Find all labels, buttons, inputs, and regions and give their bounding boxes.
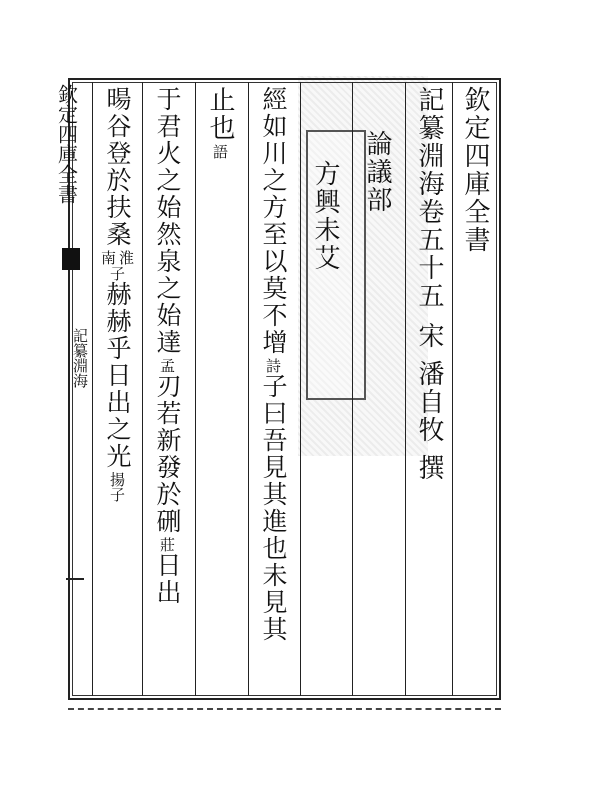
author-dynasty: 宋 xyxy=(414,322,444,350)
annotation-text: 語 xyxy=(211,144,229,159)
annotation-text: 莊 xyxy=(158,537,176,552)
annotation-text: 淮 xyxy=(117,250,135,265)
column-8 xyxy=(98,86,136,502)
body-text: 刃若新發於硎 xyxy=(153,373,182,535)
column-divider xyxy=(142,82,143,696)
annotation-text: 揚 xyxy=(108,472,126,487)
column-divider xyxy=(405,82,406,696)
column-1 xyxy=(456,86,494,254)
annotation-text: 子 xyxy=(108,266,126,281)
body-text: 于君火之始然泉之始達 xyxy=(153,86,182,356)
column-2 xyxy=(410,86,448,686)
body-text: 子曰吾見其進也未見其 xyxy=(259,373,288,643)
annotation xyxy=(100,250,134,265)
body-text: 暘谷登於扶桑 xyxy=(103,86,132,248)
column-4 xyxy=(306,160,344,272)
entry-heading: 方興未艾 xyxy=(310,160,340,272)
fish-tail-mark xyxy=(62,248,80,270)
header-title: 欽定四庫全書 xyxy=(460,86,490,254)
annotation xyxy=(109,472,125,487)
author-name: 潘自牧 xyxy=(414,360,444,444)
body-text: 經如川之方至以莫不增 xyxy=(259,86,288,356)
author-role: 撰 xyxy=(414,454,444,482)
column-divider xyxy=(352,82,353,696)
annotation xyxy=(159,358,175,373)
margin-title-text: 欽定四庫全書 xyxy=(54,84,79,204)
volume-title: 記纂淵海卷五十五 xyxy=(414,86,444,310)
section-title: 論議部 xyxy=(362,130,392,214)
margin-title xyxy=(54,84,80,204)
annotation xyxy=(159,537,175,552)
column-divider xyxy=(248,82,249,696)
column-divider xyxy=(92,82,93,696)
margin-book-text: 記纂淵海 xyxy=(71,328,89,388)
column-7 xyxy=(148,86,186,606)
page-number-mark xyxy=(66,578,84,580)
annotation-text: 孟 xyxy=(158,358,176,373)
annotation-text: 詩 xyxy=(264,358,282,373)
column-3 xyxy=(358,130,396,214)
body-text: 赫赫乎日出之光 xyxy=(103,281,132,470)
annotation-text: 南 xyxy=(99,250,117,265)
body-text: 止也 xyxy=(205,86,235,142)
column-divider xyxy=(195,82,196,696)
annotation xyxy=(265,358,281,373)
annotation xyxy=(212,144,228,159)
body-text: 日出 xyxy=(153,552,182,606)
column-5 xyxy=(254,86,292,643)
column-divider xyxy=(300,82,301,696)
margin-book xyxy=(70,328,91,392)
column-6 xyxy=(201,86,239,159)
annotation-text: 子 xyxy=(108,487,126,502)
column-divider xyxy=(452,82,453,696)
bottom-rule xyxy=(68,708,501,710)
